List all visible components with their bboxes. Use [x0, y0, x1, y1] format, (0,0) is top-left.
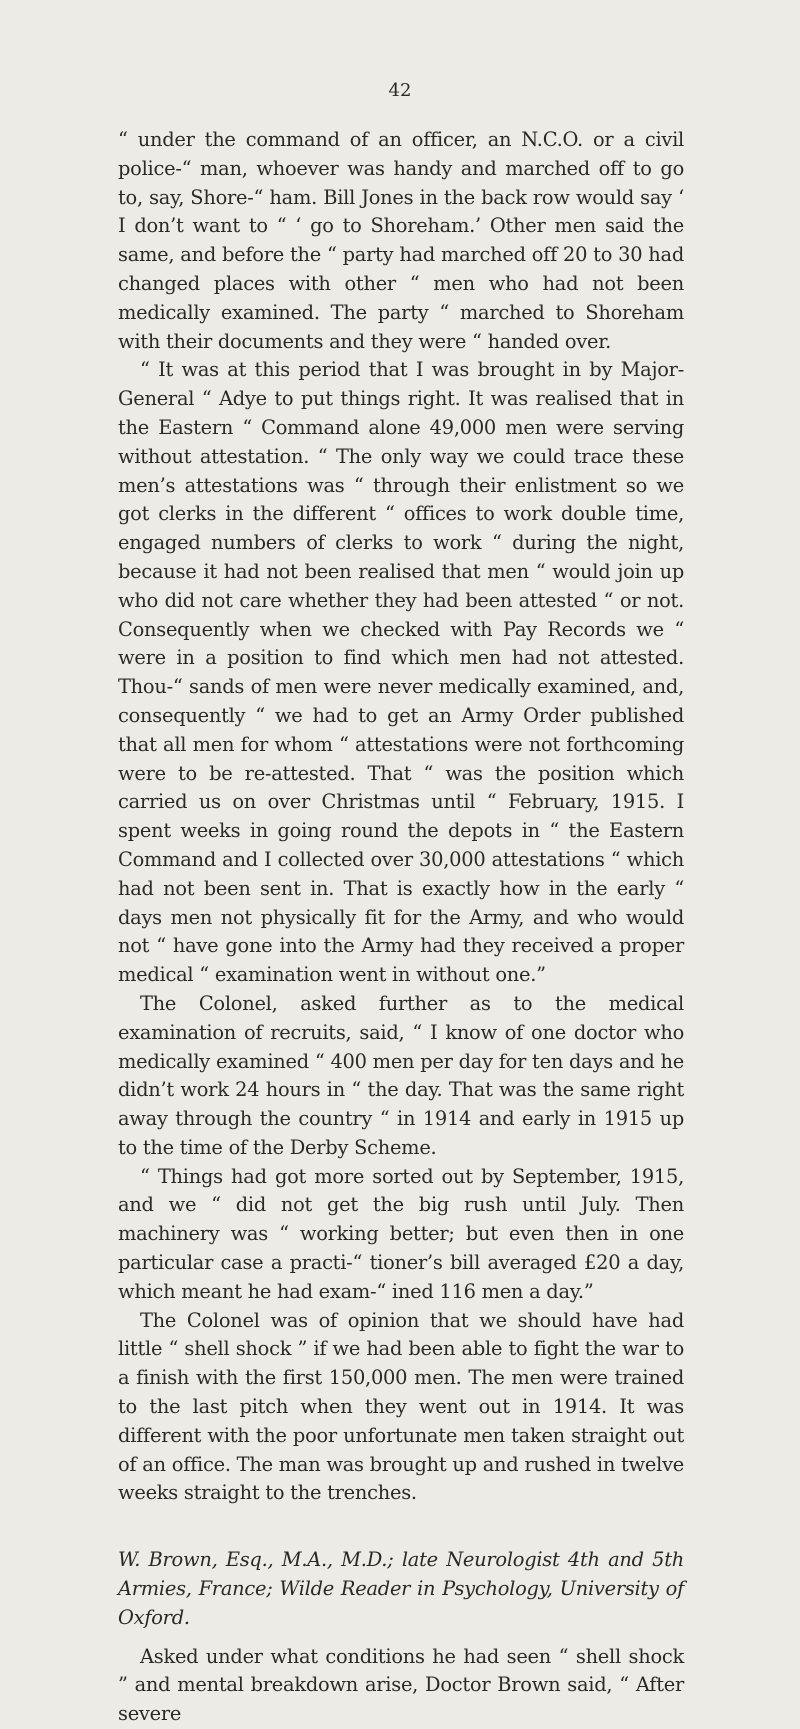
- paragraph-closing: Asked under what conditions he had seen “ shell shock ” and mental breakdown arise, Doctor Brown said, “ After severe: [118, 1644, 684, 1726]
- paragraph-shell-shock-opinion: The Colonel was of opinion that we should have had little “ shell shock ” if we had been able to fight the war to a finish with the first 150,000 men. The men were trained to the last pitch when they went out in 1914. It was different with the poor unfortunate men taken straight out of an office. The man was brought up and rushed in twelve weeks straight to the trenches.: [118, 1308, 684, 1505]
- paragraph-attestations: “ It was at this period that I was brought in by Major-General “ Adye to put things right. It was realised that in the Eastern “ Command alone 49,000 men were serving without attestation. “ The only way we could trace these men’s attestations was “ through their enlistment so we got clerks in the different “ offices to work double time, engaged numbers of clerks to work “ during the night, because it had not been realised that men “ would join up who did not care whether they had been attested “ or not. Consequently when we checked with Pay Records we “ were in a position to find which men had not attested. Thou-“ sands of men were never medically examined, and, consequently “ we had to get an Army Order published that all men for whom “ attestations were not forthcoming were to be re-attested. That “ was the position which carried us on over Christmas until “ February, 1915. I spent weeks in going round the depots in “ the Eastern Command and I collected over 30,000 attestations “ which had not been sent in. That is exactly how in the early “ days men not physically fit for the Army, and who would not “ have gone into the Army had they received a proper medical “ examination went in without one.”: [118, 358, 684, 987]
- page-number: 42: [388, 80, 412, 101]
- body-text: [118, 126, 684, 1729]
- paragraph-shoreham: “ under the command of an officer, an N.C.O. or a civil police-“ man, whoever was handy and marched off to go to, say, Shore-“ ham. Bill Jones in the back row would say ‘ I don’t want to “ ‘ go to Shoreham.’ Other men said the same, and before the “ party had marched off 20 to 30 had changed places with other “ men who had not been medically examined. The party “ marched to Shoreham with their documents and they were “ handed over.: [118, 128, 684, 353]
- paragraph-september-1915: “ Things had got more sorted out by September, 1915, and we “ did not get the big rush until July. Then machinery was “ working better; but even then in one particular case a practi-“ tioner’s bill averaged £20 a day, which meant he had exam-“ ined 116 men a day.”: [118, 1164, 684, 1303]
- witness-byline: W. Brown, Esq., M.A., M.D.; late Neurologist 4th and 5th Armies, France; Wilde Reader in Psychology, University of Oxford.: [118, 1548, 684, 1629]
- paragraph-medical-examination: The Colonel, asked further as to the medical examination of recruits, said, “ I know of one doctor who medically examined “ 400 men per day for ten days and he didn’t work 24 hours in “ the day. That was the same right away through the country “ in 1914 and early in 1915 up to the time of the Derby Scheme.: [118, 991, 684, 1159]
